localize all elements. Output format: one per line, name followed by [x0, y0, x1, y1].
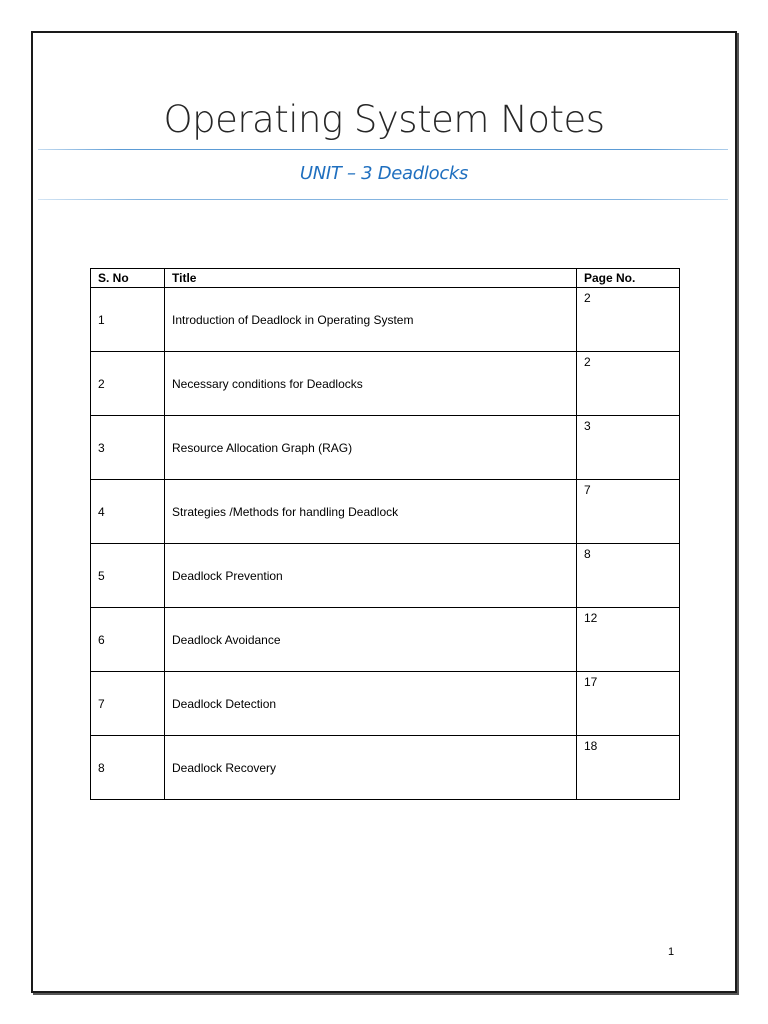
cell-page: [577, 352, 680, 416]
table-row: [91, 672, 680, 736]
row-sno: 4: [98, 505, 105, 519]
cell-sno: [91, 544, 165, 608]
row-page: 8: [584, 547, 591, 561]
row-title: Necessary conditions for Deadlocks: [172, 377, 363, 391]
cell-title: [165, 736, 577, 800]
row-page: 12: [584, 611, 598, 625]
cell-title: [165, 416, 577, 480]
table-row: [91, 544, 680, 608]
cell-page: [577, 480, 680, 544]
cell-title: [165, 544, 577, 608]
row-sno: 3: [98, 441, 105, 455]
row-sno: 1: [98, 313, 105, 327]
row-sno: 5: [98, 569, 105, 583]
table-row: [91, 736, 680, 800]
document-title: Operating System Notes: [163, 98, 605, 141]
row-title: Resource Allocation Graph (RAG): [172, 441, 353, 455]
cell-title: [165, 480, 577, 544]
cell-sno: [91, 736, 165, 800]
row-page: 2: [584, 355, 591, 369]
cell-sno: [91, 416, 165, 480]
table-row: [91, 416, 680, 480]
row-sno: 7: [98, 697, 105, 711]
cell-page: [577, 288, 680, 352]
cell-title: [165, 672, 577, 736]
page-number: 1: [668, 946, 675, 958]
row-page: 7: [584, 483, 591, 497]
column-header-page: Page No.: [577, 269, 680, 288]
cell-title: [165, 352, 577, 416]
row-title: Deadlock Detection: [172, 697, 277, 711]
row-title: Deadlock Prevention: [172, 569, 283, 583]
cell-title: [165, 608, 577, 672]
cell-page: [577, 608, 680, 672]
cell-page: [577, 416, 680, 480]
cell-page: [577, 672, 680, 736]
column-header-sno: S. No: [91, 269, 165, 288]
cell-sno: [91, 352, 165, 416]
row-title: Deadlock Avoidance: [172, 633, 281, 647]
row-page: 2: [584, 291, 591, 305]
table-of-contents: [90, 268, 680, 800]
cell-page: [577, 544, 680, 608]
row-title: Deadlock Recovery: [172, 761, 277, 775]
table-row: [91, 608, 680, 672]
row-page: 17: [584, 675, 598, 689]
title-divider-top: [38, 149, 728, 150]
cell-sno: [91, 288, 165, 352]
table-row: [91, 352, 680, 416]
cell-sno: [91, 608, 165, 672]
row-sno: 6: [98, 633, 105, 647]
title-divider-bottom: [38, 199, 728, 200]
row-sno: 2: [98, 377, 105, 391]
column-header-title: Title: [165, 269, 577, 288]
row-sno: 8: [98, 761, 105, 775]
cell-title: [165, 288, 577, 352]
row-page: 3: [584, 419, 591, 433]
toc-header-row: [91, 269, 680, 288]
table-row: [91, 480, 680, 544]
cell-sno: [91, 672, 165, 736]
cell-sno: [91, 480, 165, 544]
row-title: Introduction of Deadlock in Operating System: [172, 313, 414, 327]
cell-page: [577, 736, 680, 800]
row-title: Strategies /Methods for handling Deadlock: [172, 505, 399, 519]
table-row: [91, 288, 680, 352]
document-subtitle: UNIT – 3 Deadlocks: [299, 163, 469, 184]
row-page: 18: [584, 739, 598, 753]
